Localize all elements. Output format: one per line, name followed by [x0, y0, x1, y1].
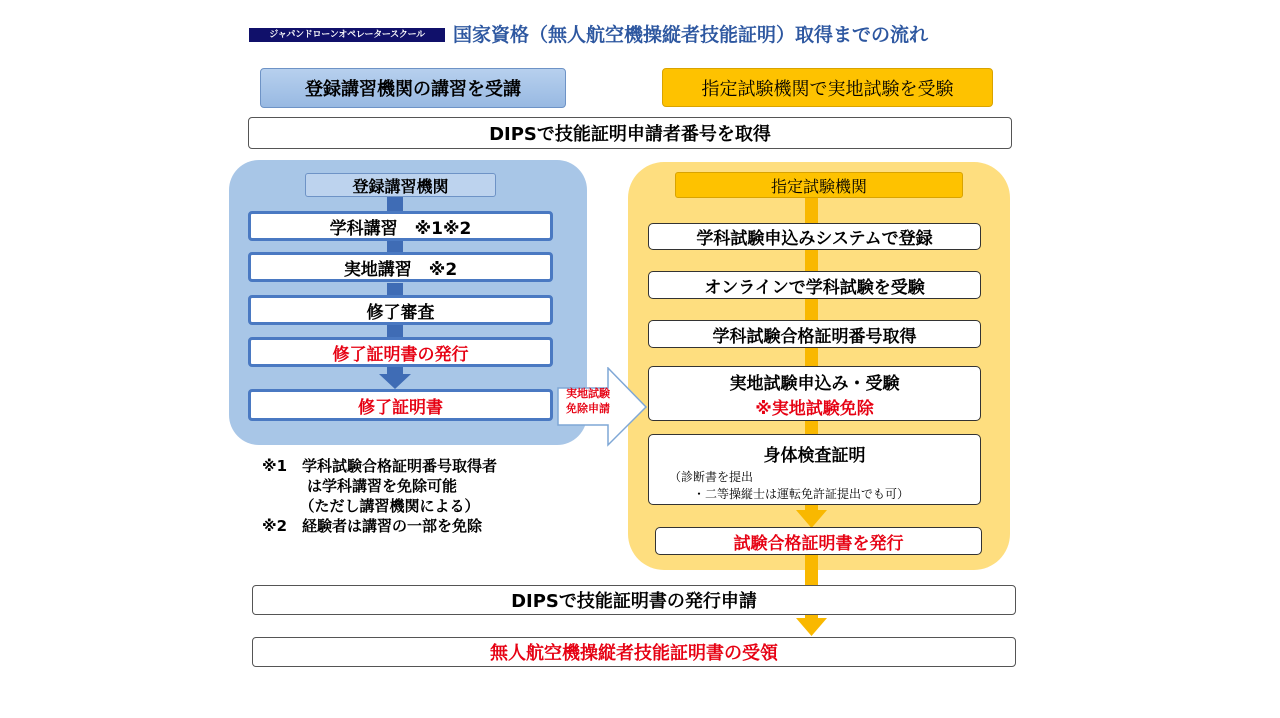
step-practical-exam-title: 実地試験申込み・受験: [729, 373, 900, 394]
dips-issue-application-box: [252, 585, 1016, 615]
header-training-course: [260, 68, 566, 108]
exam-institution-label-text: 指定試験機関: [770, 176, 867, 196]
step-practical-exam-exempt: ※実地試験免除: [755, 398, 874, 419]
header-training-course-label: 登録講習機関の講習を受講: [305, 79, 521, 100]
step-physical-exam: [648, 434, 981, 505]
training-institution-label: [305, 173, 496, 197]
step-physical-exam-note1: （診断書を提出: [669, 470, 754, 484]
step-academic-training-label: 学科講習 ※1※2: [329, 218, 472, 239]
step-exam-registration: [648, 223, 981, 250]
footnote-1: ※1 学科試験合格証明番号取得者: [262, 457, 498, 475]
dips-applicant-number-label: DIPSで技能証明申請者番号を取得: [489, 124, 771, 145]
training-down-arrow: [379, 367, 411, 391]
footnote-1-cont: は学科講習を免除可能: [262, 477, 458, 495]
header-exam-institution: [662, 68, 993, 107]
step-pass-number: [648, 320, 981, 348]
step-practical-training-label: 実地講習 ※2: [343, 259, 458, 280]
exam-flow-arrowhead-2: [796, 612, 827, 638]
completion-certificate-label: 修了証明書: [358, 397, 443, 418]
step-practical-training: [248, 252, 553, 282]
step-academic-training: [248, 211, 553, 241]
step-certificate-issue: [248, 337, 553, 367]
step-exam-certificate: [655, 527, 982, 555]
exemption-arrow-line1: 実地試験: [566, 387, 610, 400]
step-online-exam-label: オンラインで学科試験を受験: [704, 277, 925, 298]
footnotes: [262, 456, 582, 556]
school-logo: [249, 28, 445, 42]
school-logo-text: ジャパンドローンオペレータースクール: [269, 30, 425, 40]
step-exam-registration-label: 学科試験申込みシステムで登録: [696, 229, 933, 249]
dips-applicant-number-box: [248, 117, 1012, 149]
header-exam-institution-label: 指定試験機関で実地試験を受験: [701, 78, 954, 100]
step-exam-certificate-label: 試験合格証明書を発行: [733, 533, 904, 554]
training-institution-label-text: 登録講習機関: [352, 176, 449, 196]
step-completion-review: [248, 295, 553, 325]
dips-issue-application-label: DIPSで技能証明書の発行申請: [511, 591, 757, 612]
step-pass-number-label: 学科試験合格証明番号取得: [712, 326, 917, 347]
step-completion-review-label: 修了審査: [366, 302, 435, 323]
step-certificate-issue-label: 修了証明書の発行: [332, 344, 469, 365]
completion-certificate: [248, 389, 553, 421]
step-online-exam: [648, 271, 981, 299]
step-physical-exam-note2: ・二等操縦士は運転免許証提出でも可）: [693, 487, 910, 501]
final-certificate-box: [252, 637, 1016, 667]
footnote-1-cont2: （ただし講習機関による）: [262, 497, 480, 515]
page-title: 国家資格（無人航空機操縦者技能証明）取得までの流れ: [453, 24, 929, 46]
exemption-arrow-text: [561, 386, 615, 426]
exam-institution-label: [675, 172, 963, 198]
step-physical-exam-title: 身体検査証明: [763, 446, 866, 466]
exemption-arrow-line2: 免除申請: [566, 402, 610, 415]
step-practical-exam: [648, 366, 981, 421]
final-certificate-label: 無人航空機操縦者技能証明書の受領: [490, 643, 778, 664]
training-connector-1: [387, 197, 403, 212]
footnote-2: ※2 経験者は講習の一部を免除: [262, 517, 483, 535]
